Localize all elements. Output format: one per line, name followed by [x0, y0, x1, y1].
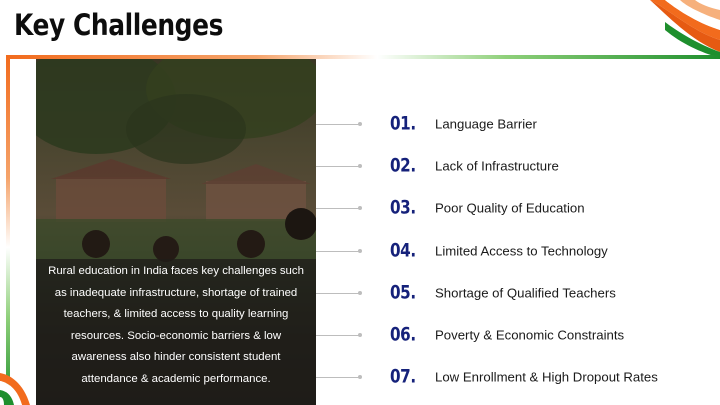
connector-line	[316, 208, 360, 209]
connector-line	[316, 377, 360, 378]
connector-dot	[358, 206, 362, 210]
photo-panel	[36, 59, 316, 405]
flag-ribbon-top-decoration	[620, 0, 720, 60]
challenge-item	[316, 187, 720, 229]
challenge-item	[316, 314, 720, 356]
connector-line	[316, 166, 360, 167]
slide-title: Key Challenges	[14, 8, 223, 42]
challenges-list	[316, 103, 720, 398]
connector-dot	[358, 291, 362, 295]
challenge-item	[316, 103, 720, 145]
connector-dot	[358, 122, 362, 126]
challenge-number: 01.	[390, 112, 416, 135]
connector-dot	[358, 249, 362, 253]
connector-line	[316, 251, 360, 252]
challenge-item	[316, 272, 720, 314]
connector-line	[316, 293, 360, 294]
flag-ribbon-bottom-decoration	[0, 365, 40, 405]
challenge-label: Limited Access to Technology	[435, 243, 608, 259]
challenge-number: 04.	[390, 239, 416, 262]
connector-dot	[358, 333, 362, 337]
challenge-item	[316, 230, 720, 272]
connector-line	[316, 335, 360, 336]
left-accent-bar	[6, 55, 10, 405]
challenge-label: Poor Quality of Education	[435, 200, 585, 216]
connector-line	[316, 124, 360, 125]
challenge-number: 06.	[390, 323, 416, 346]
challenge-number: 05.	[390, 281, 416, 304]
description-text: Rural education in India faces key challenges such as inadequate infrastructure, shortage of trained teachers, & limited access to quality learning resources. Socio-economic barriers & low awareness also hinder consistent student attendance & academic performance.	[48, 265, 304, 385]
connector-dot	[358, 164, 362, 168]
challenge-number: 02.	[390, 154, 416, 177]
connector-dot	[358, 375, 362, 379]
challenge-label: Poverty & Economic Constraints	[435, 327, 625, 343]
challenge-label: Language Barrier	[435, 116, 537, 132]
challenge-label: Lack of Infrastructure	[435, 158, 559, 174]
challenge-label: Shortage of Qualified Teachers	[435, 285, 616, 301]
challenge-number: 03.	[390, 197, 416, 220]
challenge-item	[316, 356, 720, 398]
challenge-item	[316, 145, 720, 187]
challenge-label: Low Enrollment & High Dropout Rates	[435, 369, 658, 385]
challenge-number: 07.	[390, 365, 416, 388]
